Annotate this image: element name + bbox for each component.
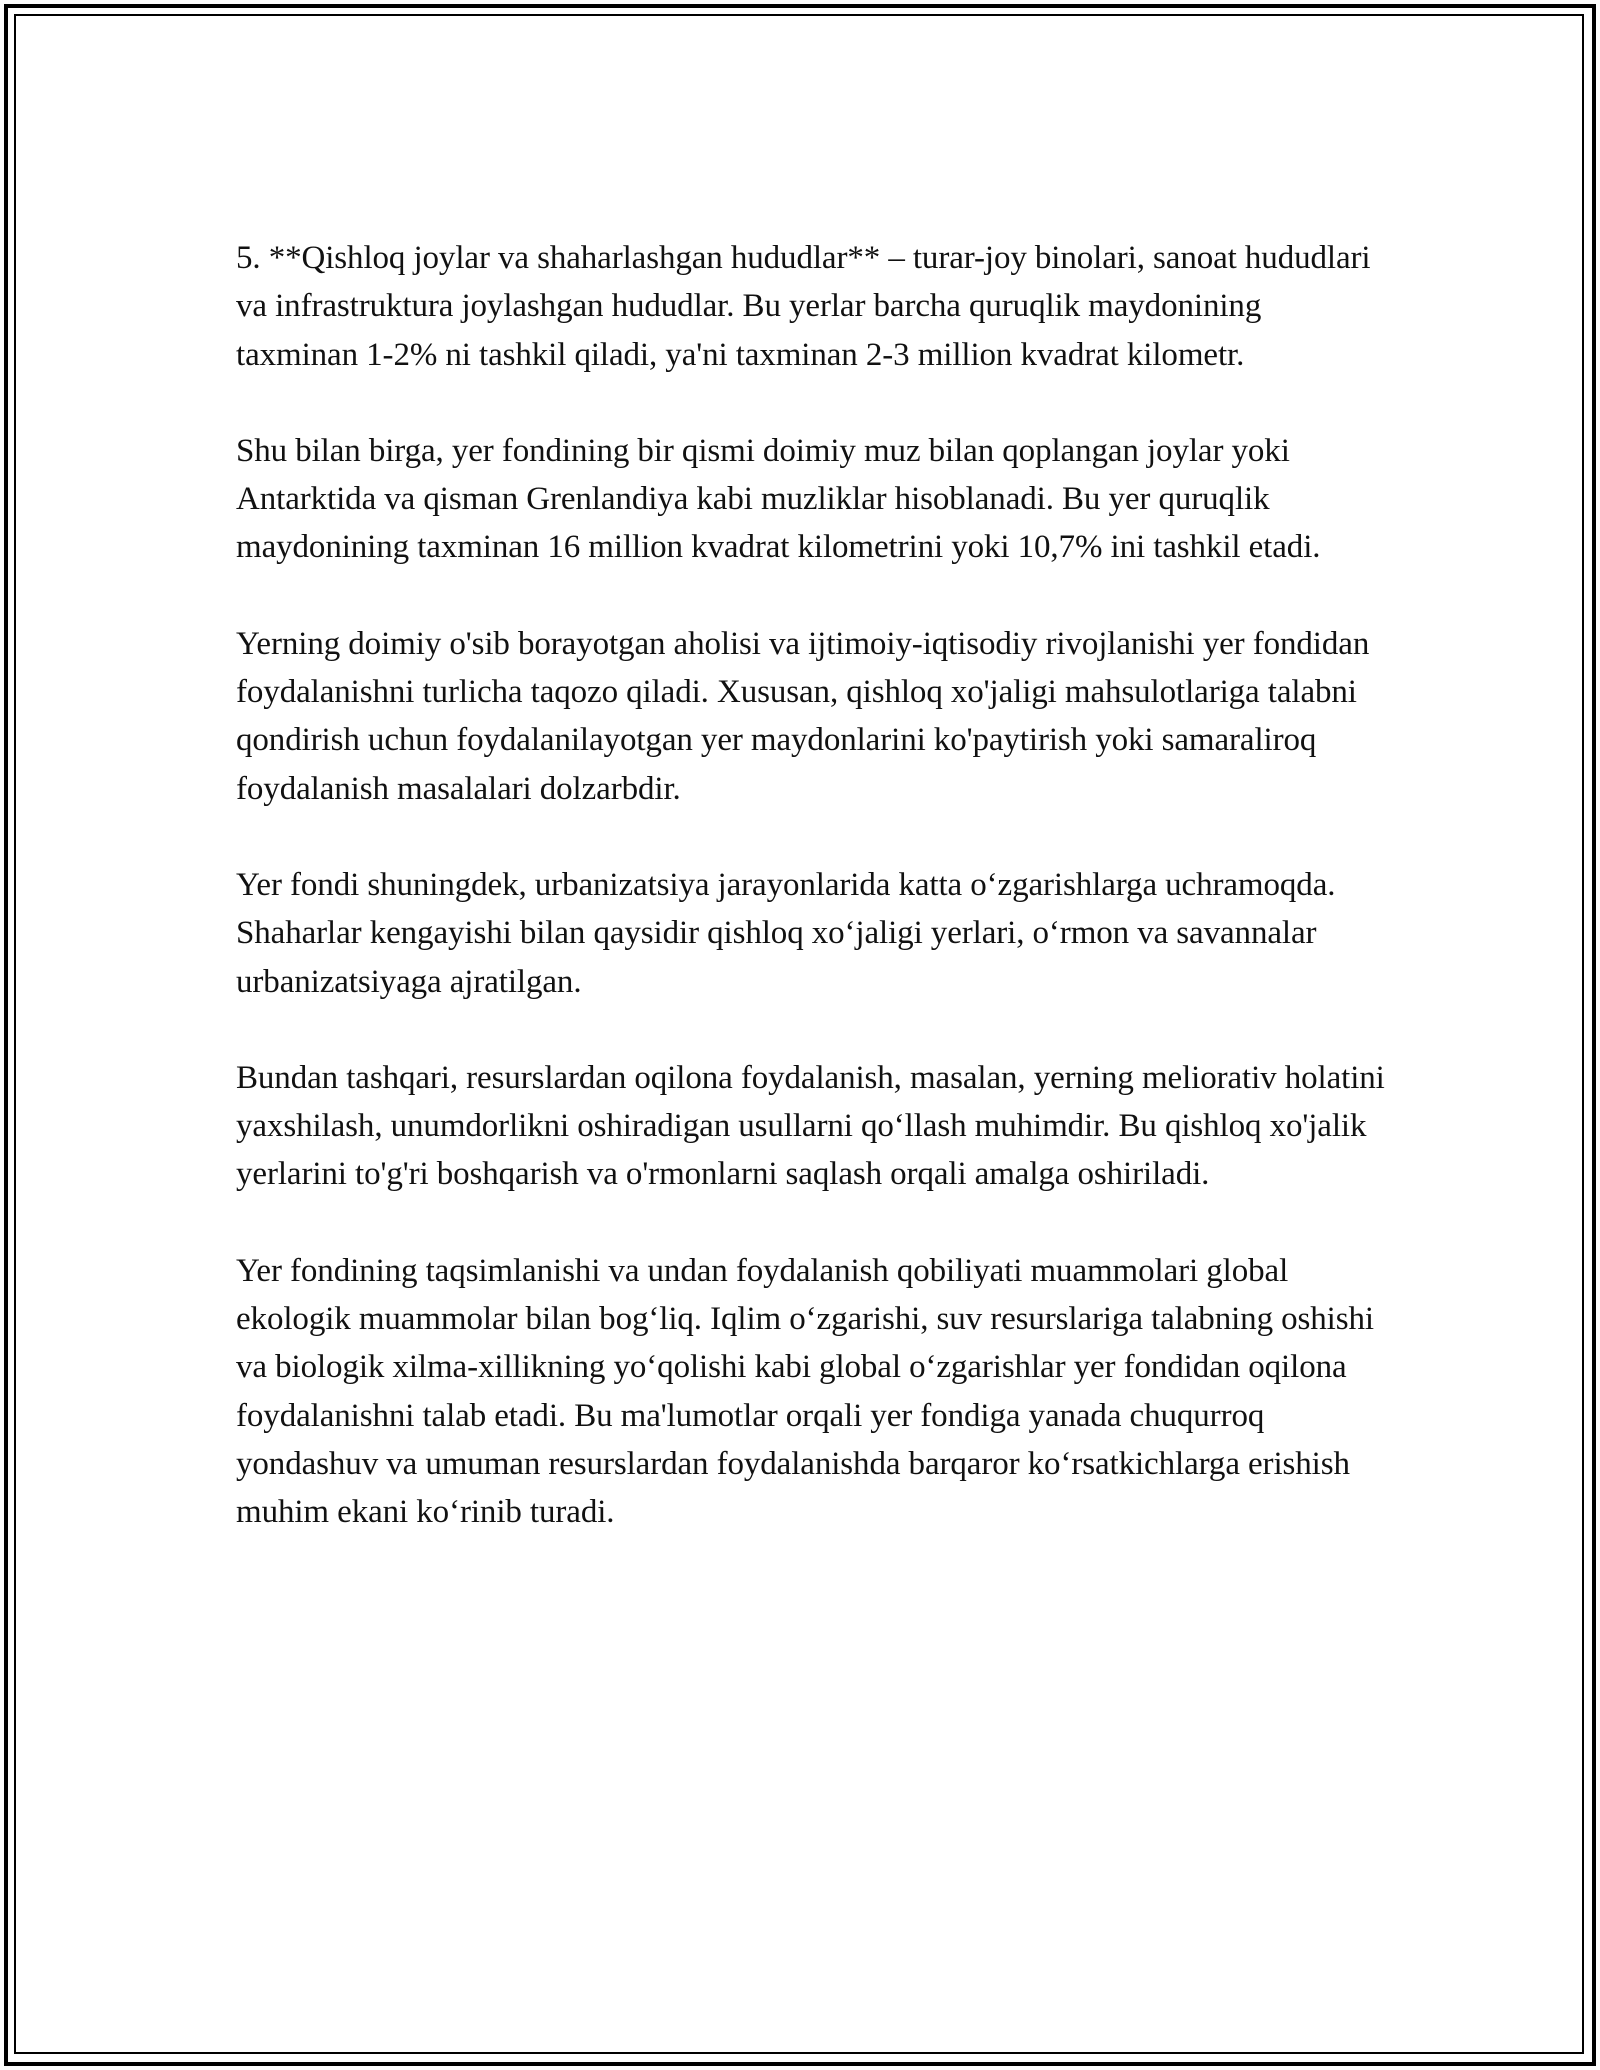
document-body [236, 234, 1386, 1537]
paragraph-2: Shu bilan birga, yer fondining bir qismi doimiy muz bilan qoplangan joylar yoki Antarktida va qisman Grenlandiya kabi muzliklar hisoblanadi. Bu yer quruqlik maydonining taxminan 16 million kvadrat kilometrini yoki 10,7% ini tashkil etadi. [236, 432, 1321, 566]
paragraph-6: Yer fondining taqsimlanishi va undan foydalanish qobiliyati muammolari global ekologik muammolar bilan bog‘liq. Iqlim o‘zgarishi, suv resurslariga talabning oshishi va biologik xilma-xillikning yo‘qolishi kabi global o‘zgarishlar yer fondidan oqilona foydalanishni talab etadi. Bu ma'lumotlar orqali yer fondiga yanada chuqurroq yondashuv va umuman resurslardan foydalanishda barqaror ko‘rsatkichlarga erishish muhim ekani ko‘rinib turadi. [236, 1252, 1374, 1531]
paragraph-5: Bundan tashqari, resurslardan oqilona foydalanish, masalan, yerning meliorativ holatini yaxshilash, unumdorlikni oshiradigan usullarni qo‘llash muhimdir. Bu qishloq xo'jalik yerlarini to'g'ri boshqarish va o'rmonlarni saqlash orqali amalga oshiriladi. [236, 1059, 1385, 1193]
paragraph-4: Yer fondi shuningdek, urbanizatsiya jarayonlarida katta o‘zgarishlarga uchramoqda. Shaharlar kengayishi bilan qaysidir qishloq xo‘jaligi yerlari, o‘rmon va savannalar urbanizatsiyaga ajratilgan. [236, 866, 1336, 1000]
paragraph-3: Yerning doimiy o'sib borayotgan aholisi va ijtimoiy-iqtisodiy rivojlanishi yer fondidan foydalanishni turlicha taqozo qiladi. Xususan, qishloq xo'jaligi mahsulotlariga talabni qondirish uchun foydalanilayotgan yer maydonlarini ko'paytirish yoki samaraliroq foydalanish masalalari dolzarbdir. [236, 625, 1370, 807]
paragraph-1: 5. **Qishloq joylar va shaharlashgan hududlar** – turar-joy binolari, sanoat hududlari va infrastruktura joylashgan hududlar. Bu yerlar barcha quruqlik maydonining taxminan 1-2% ni tashkil qiladi, ya'ni taxminan 2-3 million kvadrat kilometr. [236, 240, 1371, 373]
